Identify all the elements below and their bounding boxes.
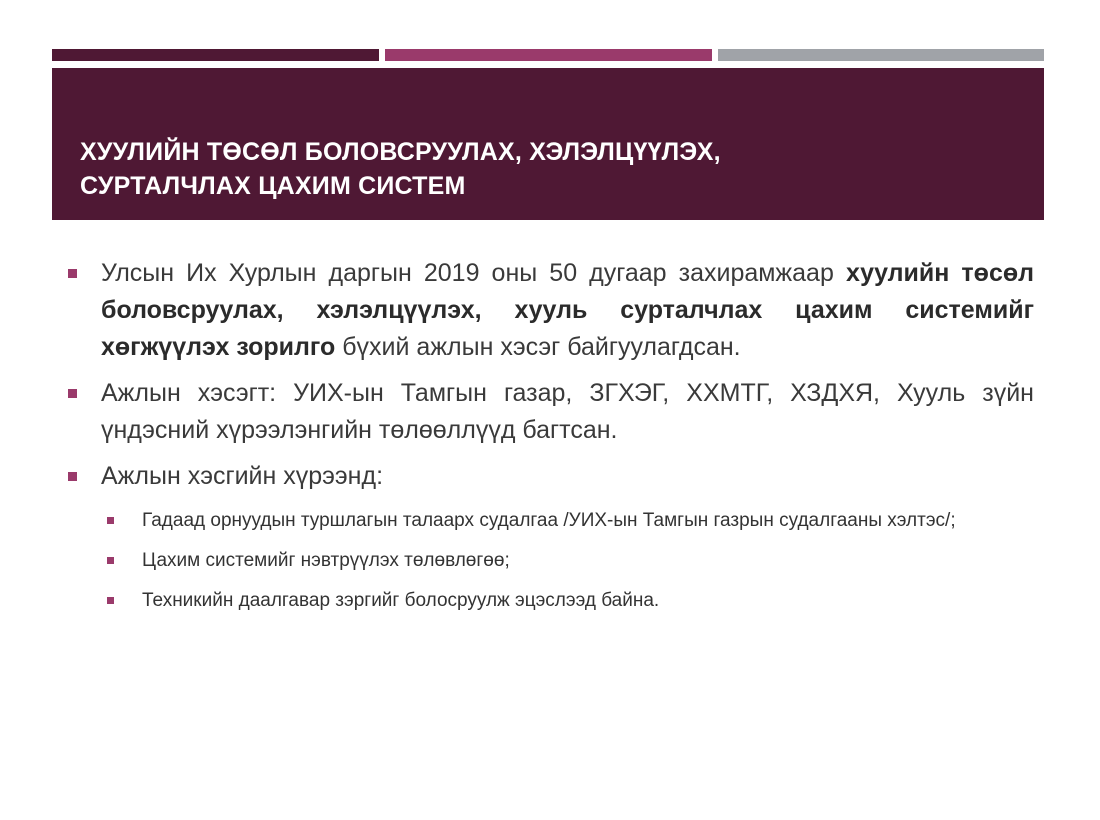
slide-title [80,135,1020,203]
sub-bullet-item-3 [68,587,1034,615]
square-bullet-icon [68,472,77,481]
square-sub-bullet-icon [107,597,114,604]
square-bullet-icon [68,269,77,278]
bullet-1-text-end: бүхий ажлын хэсэг байгуулагдсан. [335,333,741,361]
sub-bullet-list [68,507,1034,615]
sub-bullet-2-text: Цахим системийг нэвтрүүлэх төлөвлөгөө; [142,550,510,571]
square-bullet-icon [68,389,77,398]
accent-stripe-gray [718,49,1044,61]
bullet-item-2 [68,375,1034,449]
sub-bullet-item-2 [68,547,1034,575]
accent-stripe-magenta [385,49,712,61]
bullet-1-text: Улсын Их Хурлын даргын 2019 оны 50 дугаар захирамжаар [101,259,846,287]
bullet-2-text: Ажлын хэсэгт: УИХ-ын Тамгын газар, ЗГХЭГ, ХХМТГ, ХЗДХЯ, Хууль зүйн үндэсний хүрээлэнгийн төлөөллүүд багтсан. [101,379,1034,444]
bullet-3-text: Ажлын хэсгийн хүрээнд: [101,462,384,490]
accent-stripe-dark [52,49,379,61]
bullet-item-3 [68,458,1034,495]
bullet-item-1 [68,255,1034,366]
slide-title-line-2: СУРТАЛЧЛАХ ЦАХИМ СИСТЕМ [80,172,466,200]
sub-bullet-3-text: Техникийн даалгавар зэргийг болосруулж эцэслээд байна. [142,590,660,611]
square-sub-bullet-icon [107,517,114,524]
bullet-1-bold-text: хуулийн төсөл боловсруулах, хэлэлцүүлэх, хууль сурталчлах цахим системийг хөгжүүлэх зорилго [101,259,1034,361]
sub-bullet-1-text: Гадаад орнуудын туршлагын талаарх судалгаа /УИХ-ын Тамгын газрын судалгааны хэлтэс/; [142,510,956,531]
square-sub-bullet-icon [107,557,114,564]
slide-title-line-1: ХУУЛИЙН ТӨСӨЛ БОЛОВСРУУЛАХ, ХЭЛЭЛЦҮҮЛЭХ, [80,138,721,166]
sub-bullet-item-1 [68,507,1034,535]
slide-body [68,255,1034,627]
